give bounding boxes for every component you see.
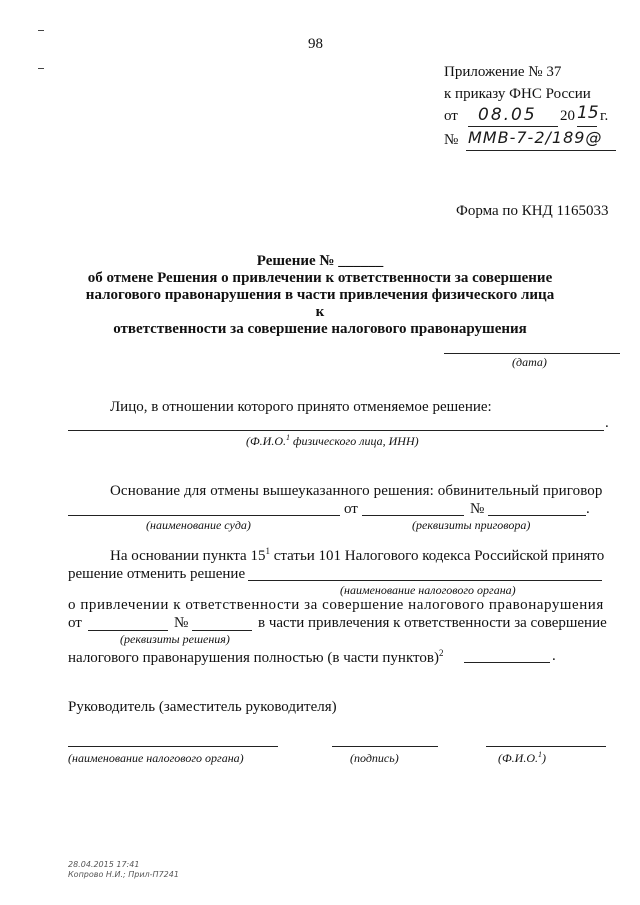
person-caption-sup: 1 — [285, 433, 290, 442]
year-prefix: 20 — [560, 108, 575, 124]
order-number-line — [466, 150, 616, 151]
order-date-row — [444, 108, 458, 125]
authority-line — [248, 580, 602, 581]
document-title — [80, 253, 560, 338]
sign-fio-b: ) — [541, 751, 546, 765]
sign-caption: (подпись) — [350, 751, 399, 765]
grounds-text-a: На основании пункта 15 — [110, 548, 266, 564]
decision-number-line — [192, 630, 252, 631]
sign-fio-a: (Ф.И.О. — [498, 751, 538, 765]
sign-fio-sup: 1 — [537, 750, 542, 759]
form-code: Форма по КНД 1165033 — [456, 203, 609, 219]
title-decision-number: Решение № ______ — [256, 253, 384, 269]
year-line — [577, 126, 597, 127]
verdict-number-line — [488, 515, 586, 516]
order-date-line — [468, 126, 558, 127]
grounds-line-1 — [110, 546, 604, 565]
person-caption-b: физического лица, ИНН) — [289, 434, 419, 448]
basis-ot: от — [344, 501, 358, 517]
footer-stamp-date: 28.04.2015 17:41 — [68, 860, 140, 869]
grounds-text-b: статьи 101 Налогового кодекса Российской принято — [269, 548, 605, 564]
sign-fio-line — [486, 746, 606, 747]
person-label: Лицо, в отношении которого принято отменяемое решение: — [110, 399, 492, 415]
title-line-2: об отмене Решения о привлечении к ответственности за совершение — [87, 270, 553, 286]
grounds-line-4: в части привлечения к ответственности за совершение — [258, 615, 607, 631]
title-line-4: ответственности за совершение налогового правонарушения — [113, 321, 527, 337]
scan-mark — [38, 68, 44, 69]
basis-no: № — [470, 501, 485, 517]
decision-date-line — [88, 630, 168, 631]
scan-mark — [38, 30, 44, 31]
person-line — [68, 430, 604, 431]
person-caption-a: (Ф.И.О. — [246, 434, 286, 448]
basis-text: Основание для отмены вышеуказанного решения: обвинительный приговор — [110, 483, 603, 499]
sign-fio-caption — [498, 750, 546, 766]
title-line-3: налогового правонарушения в части привлечения физического лица к — [85, 287, 555, 320]
page-number: 98 — [308, 36, 323, 52]
grounds-sup: 1 — [265, 546, 270, 556]
person-period: . — [605, 415, 609, 431]
date-caption: (дата) — [512, 355, 547, 369]
order-number-prefix: № — [444, 132, 459, 148]
grounds-sup2: 2 — [438, 648, 444, 658]
grounds-line-2: решение отменить решение — [68, 566, 246, 582]
points-period: . — [552, 648, 556, 664]
year-suffix: г. — [600, 108, 609, 124]
points-line — [464, 662, 550, 663]
head-label: Руководитель (заместитель руководителя) — [68, 699, 337, 715]
decision-no: № — [174, 615, 189, 631]
grounds-line-5 — [68, 648, 443, 667]
sign-authority-caption: (наименование налогового органа) — [68, 751, 244, 765]
order-label: к приказу ФНС России — [444, 86, 591, 102]
verdict-caption: (реквизиты приговора) — [412, 518, 531, 532]
verdict-date-line — [362, 515, 464, 516]
basis-period: . — [586, 501, 590, 517]
court-line — [68, 515, 340, 516]
appendix-label: Приложение № 37 — [444, 64, 562, 80]
authority-caption: (наименование налогового органа) — [340, 583, 516, 597]
person-caption — [246, 433, 419, 449]
sign-line — [332, 746, 438, 747]
sign-authority-line — [68, 746, 278, 747]
footer-stamp-author: Копрово Н.И.; Прил-П7241 — [68, 870, 179, 879]
date-prefix: от — [444, 108, 458, 124]
court-caption: (наименование суда) — [146, 518, 251, 532]
year-handwritten: 15 — [577, 103, 599, 123]
order-date-handwritten: 08.05 — [478, 105, 537, 125]
date-line — [444, 353, 620, 354]
decision-caption: (реквизиты решения) — [120, 632, 230, 646]
decision-ot: от — [68, 615, 82, 631]
grounds-text-f: налогового правонарушения полностью (в части пунктов) — [68, 650, 439, 666]
order-number-handwritten: ММВ-7-2/189@ — [468, 128, 603, 147]
grounds-line-3: о привлечении к ответственности за совершение налогового правонарушения — [68, 597, 604, 613]
